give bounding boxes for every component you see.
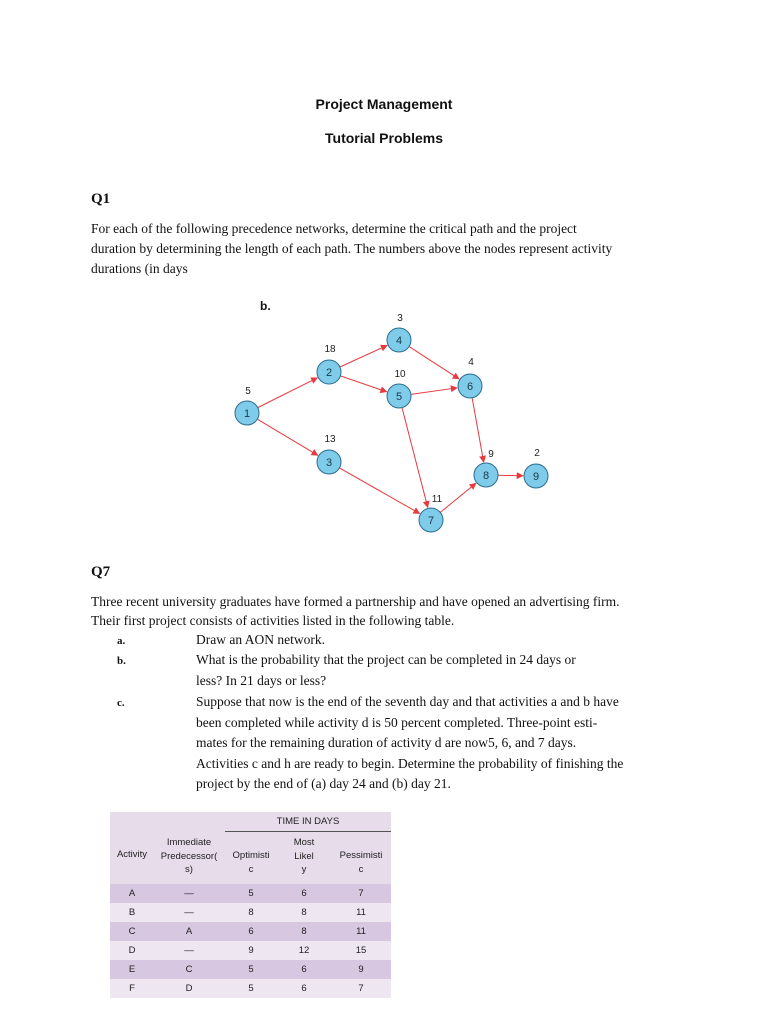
node-id-label: 9 (532, 471, 540, 483)
edge-2-4 (340, 345, 387, 367)
item-c-text (196, 692, 623, 795)
item-c-line: project by the end of (a) day 24 and (b) day 21. (196, 776, 451, 791)
table-cell: — (184, 945, 194, 956)
table-cell: 12 (298, 945, 310, 956)
edge-1-2 (258, 378, 318, 408)
item-a-letter: a. (117, 635, 126, 647)
node-id-label: 5 (395, 391, 403, 403)
node-5 (387, 369, 411, 408)
table-cell: A (185, 926, 193, 937)
table-cell: 7 (358, 983, 364, 994)
item-c-letter: c. (117, 697, 125, 709)
page-subtitle: Tutorial Problems (325, 130, 443, 146)
node-1 (235, 386, 259, 425)
item-b-line: What is the probability that the project can be completed in 24 days or (196, 652, 576, 667)
table-row (110, 903, 391, 922)
table-group-header: TIME IN DAYS (276, 816, 340, 827)
table-cell: 9 (248, 945, 254, 956)
header-divider (225, 831, 391, 832)
item-c-line: Suppose that now is the end of the seventh day and that activities a and b have (196, 694, 619, 709)
header-predecessor-line: Predecessor( (160, 850, 218, 862)
table-cell: C (185, 964, 193, 975)
item-a-line: Draw an AON network. (196, 632, 325, 647)
q1-line: duration by determining the length of each path. The numbers above the nodes represent activity (91, 241, 613, 256)
table-cell: — (184, 888, 194, 899)
node-7 (419, 494, 443, 532)
node-3 (317, 434, 341, 474)
header-optimistic (225, 849, 277, 876)
table-cell: 8 (248, 907, 254, 918)
node-4 (387, 313, 411, 352)
table-cell: — (184, 907, 194, 918)
item-c-line: mates for the remaining duration of activity d are now5, 6, and 7 days. (196, 735, 577, 750)
table-cell: 8 (301, 926, 307, 937)
node-6 (458, 357, 482, 398)
page-title: Project Management (315, 96, 453, 112)
node-8 (474, 449, 498, 487)
table-cell: 15 (355, 945, 367, 956)
item-c-line: Activities c and h are ready to begin. Determine the probability of finishing the (196, 755, 624, 771)
table-cell: E (128, 964, 136, 975)
header-optimistic-line: Optimisti (232, 850, 270, 861)
node-id-label: 2 (325, 367, 333, 379)
node-duration-label: 10 (394, 369, 406, 380)
header-activity: Activity (116, 849, 148, 860)
edge-2-5 (340, 376, 386, 392)
node-duration-label: 3 (397, 313, 403, 324)
edge-4-6 (409, 347, 459, 379)
header-predecessor (150, 836, 228, 877)
table-cell: F (129, 983, 135, 994)
table-cell: 11 (356, 907, 366, 918)
item-b-letter: b. (117, 655, 126, 667)
edge-5-7 (402, 408, 428, 508)
table-cell: 6 (301, 964, 307, 975)
header-pessimistic (332, 849, 390, 876)
table-row (110, 922, 391, 941)
node-duration-label: 9 (488, 449, 494, 460)
q1-line: durations (in days (91, 261, 188, 276)
q1-heading: Q1 (91, 191, 111, 207)
table-cell: 5 (248, 983, 254, 994)
node-id-label: 3 (325, 457, 333, 469)
table-cell: B (128, 907, 136, 918)
header-predecessor-line: Immediate (166, 837, 212, 848)
node-duration-label: 13 (324, 434, 336, 445)
table-cell: 8 (301, 907, 307, 918)
edge-8-9 (498, 475, 523, 476)
table-row (110, 941, 391, 960)
q7-heading: Q7 (91, 564, 111, 580)
header-pessimistic-line: Pessimisti (339, 850, 383, 861)
table-cell: 5 (248, 888, 254, 899)
table-cell: 11 (356, 926, 366, 937)
header-most-likely (278, 836, 330, 877)
node-id-label: 7 (427, 515, 435, 527)
table-cell: 5 (248, 964, 254, 975)
edge-3-7 (339, 468, 419, 514)
item-c-line: been completed while activity d is 50 percent completed. Three-point esti- (196, 714, 598, 730)
edge-1-3 (257, 419, 318, 455)
table-cell: D (185, 983, 193, 994)
table-row (110, 960, 391, 979)
node-id-label: 8 (482, 470, 490, 482)
network-label: b. (260, 299, 271, 313)
node-9 (524, 448, 548, 488)
node-id-label: 1 (243, 408, 251, 420)
node-duration-label: 2 (534, 448, 540, 459)
node-duration-label: 18 (324, 344, 336, 355)
node-2 (317, 344, 341, 384)
activity-table (110, 812, 391, 992)
header-pessimistic-line: c (358, 863, 364, 875)
node-duration-label: 11 (431, 494, 443, 505)
edge-7-8 (440, 483, 476, 512)
header-most-likely-line: Most (293, 837, 315, 848)
node-id-label: 4 (395, 335, 403, 347)
table-row (110, 884, 391, 903)
node-duration-label: 5 (245, 386, 251, 397)
node-duration-label: 4 (468, 357, 474, 368)
table-row (110, 979, 391, 998)
q7-intro (91, 592, 691, 630)
item-a-text (196, 630, 325, 651)
q7-intro-line: Their first project consists of activities listed in the following table. (91, 613, 455, 628)
edge-6-8 (472, 398, 484, 462)
table-cell: 6 (301, 983, 307, 994)
header-most-likely-line: Likel (294, 850, 314, 862)
table-cell: 7 (358, 888, 364, 899)
node-id-label: 6 (466, 381, 474, 393)
q7-intro-line: Three recent university graduates have formed a partnership and have opened an advertising firm. (91, 594, 620, 609)
table-cell: C (128, 926, 136, 937)
table-cell: D (128, 945, 136, 956)
header-most-likely-line: y (301, 864, 307, 875)
header-predecessor-line: s) (185, 864, 193, 875)
table-cell: 6 (248, 926, 254, 937)
item-b-text (196, 650, 576, 691)
q1-line: For each of the following precedence networks, determine the critical path and the project (91, 221, 577, 236)
header-optimistic-line: c (248, 863, 254, 875)
table-cell: A (128, 888, 136, 899)
edge-5-6 (411, 388, 457, 395)
table-cell: 9 (358, 964, 364, 975)
item-b-line: less? In 21 days or less? (196, 672, 327, 688)
table-cell: 6 (301, 888, 307, 899)
